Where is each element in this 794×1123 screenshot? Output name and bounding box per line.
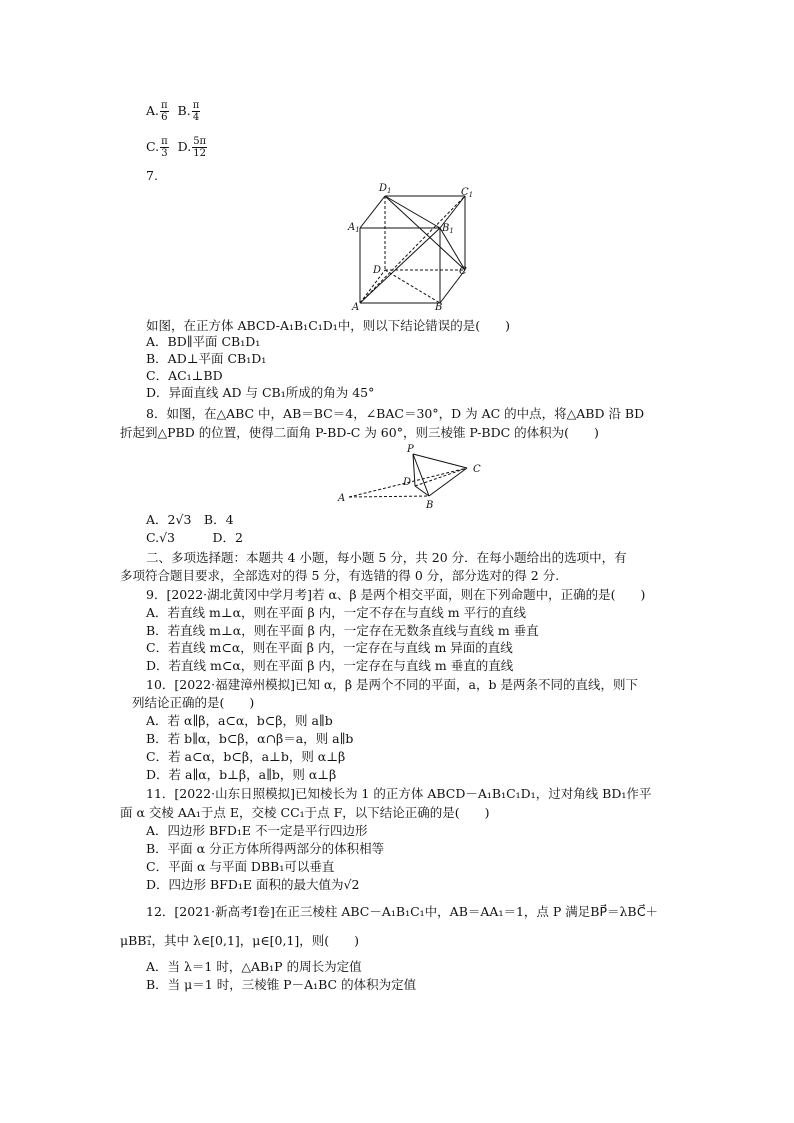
svg-text:B1: $B_1$ bbox=[442, 223, 454, 235]
svg-text:D: D bbox=[373, 265, 382, 276]
q12-stem-line1: 12．[2021·新高考Ⅰ卷]在正三棱柱 ABC－A₁B₁C₁中，AB＝AA₁＝1，点 P 满足BP⃗＝λBC⃗＋ bbox=[146, 904, 659, 919]
q7-option-d: D．异面直线 AD 与 CB₁所成的角为 45° bbox=[146, 385, 375, 400]
q10-option-a: A．若 α∥β，a⊂α，b⊂β，则 a∥b bbox=[146, 713, 333, 728]
q9-option-b: B．若直线 m⊥α，则在平面 β 内，一定存在无数条直线与直线 m 垂直 bbox=[146, 623, 539, 638]
q9-stem: 9．[2022·湖北黄冈中学月考]若 α、β 是两个相交平面，则在下列命题中，正确的是( ) bbox=[146, 587, 646, 602]
svg-text:A: A bbox=[338, 493, 346, 504]
q7-option-b: B．AD⊥平面 CB₁D₁ bbox=[146, 351, 267, 366]
q11-option-c: C．平面 α 与平面 DBB₁可以垂直 bbox=[146, 859, 335, 874]
section2-line1: 二、多项选择题：本题共 4 小题，每小题 5 分，共 20 分．在每小题给出的选项中，有 bbox=[146, 550, 627, 565]
q8-options-row1: A．2√3 B．4 bbox=[146, 512, 234, 527]
q8-stem-line2: 折起到△PBD 的位置，使得二面角 P-BD-C 为 60°，则三棱锥 P-BDC 的体积为( ) bbox=[120, 425, 599, 440]
q7-cube-figure bbox=[345, 178, 475, 312]
q7-number: 7. bbox=[146, 168, 158, 183]
q10-stem-line2: 列结论正确的是( ) bbox=[132, 695, 255, 710]
q7-figure-labels bbox=[347, 183, 473, 312]
q8-options-row2: C.√3 D．2 bbox=[146, 530, 243, 545]
svg-text:A1: $A_1$ bbox=[348, 222, 360, 234]
q11-option-b: B．平面 α 分正方体所得两部分的体积相等 bbox=[146, 841, 385, 856]
q9-option-d: D．若直线 m⊂α，则在平面 β 内，一定存在与直线 m 垂直的直线 bbox=[146, 658, 514, 673]
q10-option-d: D．若 a∥α，b⊥β，a∥b，则 α⊥β bbox=[146, 767, 337, 782]
q11-option-a: A．四边形 BFD₁E 不一定是平行四边形 bbox=[146, 823, 368, 838]
q6-options-row1: A. $\frac{\pi}{6}$ B. $\frac{\pi}{4}$ bbox=[146, 100, 200, 123]
q10-option-c: C．若 a⊂α，b⊂β，a⊥b，则 α⊥β bbox=[146, 749, 346, 764]
svg-text:C: C bbox=[473, 464, 481, 475]
q11-option-d: D．四边形 BFD₁E 面积的最大值为√2 bbox=[146, 877, 360, 892]
q8-stem-line1: 8．如图，在△ABC 中，AB＝BC＝4，∠BAC＝30°，D 为 AC 的中点，将△ABD 沿 BD bbox=[146, 406, 645, 421]
q10-stem-line1: 10．[2022·福建漳州模拟]已知 α，β 是两个不同的平面，a，b 是两条不同的直线，则下 bbox=[146, 677, 638, 692]
q10-option-b: B．若 b∥α，b⊂β，α∩β＝a，则 a∥b bbox=[146, 731, 354, 746]
q9-option-a: A．若直线 m⊥α，则在平面 β 内，一定不存在与直线 m 平行的直线 bbox=[146, 605, 527, 620]
svg-text:A: A bbox=[352, 302, 360, 312]
svg-text:B: B bbox=[426, 500, 434, 511]
svg-text:P: P bbox=[407, 444, 414, 455]
q7-stem: 如图，在正方体 ABCD-A₁B₁C₁D₁中，则以下结论错误的是( ) bbox=[146, 318, 511, 333]
svg-text:C: C bbox=[459, 266, 467, 277]
svg-text:D: D bbox=[403, 477, 412, 488]
q12-option-b: B．当 μ＝1 时，三棱锥 P－A₁BC 的体积为定值 bbox=[146, 977, 417, 992]
section2-line2: 多项符合题目要求，全部选对的得 5 分，有选错的得 0 分，部分选对的得 2 分. bbox=[120, 568, 560, 583]
q6-options-row2: C. $\frac{\pi}{3}$ D. $\frac{5\pi}{12}$ bbox=[146, 136, 207, 159]
q7-option-a: A．BD∥平面 CB₁D₁ bbox=[146, 334, 261, 349]
q11-stem-line1: 11．[2022·山东日照模拟]已知棱长为 1 的正方体 ABCD－A₁B₁C₁D₁，过对角线 BD₁作平 bbox=[146, 786, 652, 801]
svg-text:D1: $D_1$ bbox=[379, 183, 392, 195]
q8-triangle-figure bbox=[335, 440, 495, 514]
q8-figure-labels bbox=[337, 444, 481, 511]
q11-stem-line2: 面 α 交棱 AA₁于点 E，交棱 CC₁于点 F，以下结论正确的是( ) bbox=[120, 805, 490, 820]
svg-text:C1: $C_1$ bbox=[461, 187, 474, 199]
q12-stem-line2: μBB₁⃗，其中 λ∈[0,1]，μ∈[0,1]，则( ) bbox=[120, 933, 360, 948]
q12-option-a: A．当 λ＝1 时，△AB₁P 的周长为定值 bbox=[146, 959, 362, 974]
q9-option-c: C．若直线 m⊂α，则在平面 β 内，一定存在与直线 m 异面的直线 bbox=[146, 640, 513, 655]
svg-text:B: B bbox=[435, 302, 443, 312]
q7-option-c: C．AC₁⊥BD bbox=[146, 368, 223, 383]
